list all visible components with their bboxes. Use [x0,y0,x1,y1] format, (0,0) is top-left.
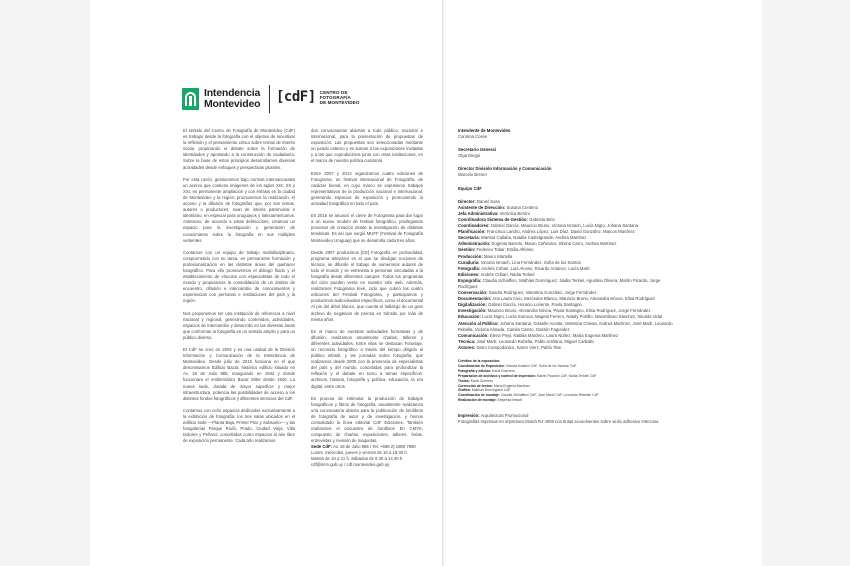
credit-role: Jefa Administrativa: [458,210,499,216]
exhibit-credits [458,359,680,403]
intendencia-logo-text [204,88,260,110]
credit-role: Coordinación de Exposición: [458,363,505,368]
intro-column-2 [311,128,423,450]
logo-divider [269,85,270,113]
exhibit-title: Créditos de la exposición: [458,359,501,363]
paragraph: Nos proponemos ser una institución de referencia a nivel nacional y regional, generando contenidos, actividades, espacios de intercambio y desarrollo en las diversas áreas que conforman la fotografía en un sentido amplio y para un público diverso. [183,310,295,340]
credits-column [458,128,680,425]
credit-names: Martín Picardo/ CdF, Nadia Terkiel/ CdF [536,373,597,378]
credit-names: Andrés Cribari, Nadia Terkiel [480,271,535,277]
credit-row [458,345,680,351]
credit-names: Martina Callaba, Natalia Castelgrande, Andrea Martínez [481,235,587,241]
official-name: Olga Diegui [458,153,481,159]
paragraph: Entre 2007 y 2013 organizamos cuatro ediciones de Fotograma, un festival internacional de Fotografía, de carácter bienal, en cuyo marco se expusieron trabajos representativos de la producción nacional e internacional, generando espacios de exposición y promoviendo la actividad fotográfica en todo el país. [311,170,423,207]
credit-role: Administración: [458,241,491,247]
credit-names: Lucía Nigro, Lucía Surroca, Magela Ferrero, Nataly Portillo, Maximiliano Sánchez, Nicolás Vidal [482,314,663,320]
credit-role: Técnica: [458,338,476,344]
team-title: Equipo CdF [458,185,482,191]
credit-role: Educación: [458,314,481,320]
cdf-line1: CENTRO DE [319,89,348,95]
intendencia-line1: Intendencia [204,87,261,99]
cdf-mark: [cdF] [276,89,316,105]
credit-names: Sandra Rodríguez, Valentina González, Jorge Fernández [488,290,597,296]
credit-names: Mathías Domínguez/ CdF [471,388,511,393]
credit-role: Ediciones: [458,271,480,277]
credit-row [458,398,680,403]
credit-role: Asistente de Dirección: [458,204,506,210]
official-entry [458,128,680,140]
print-note: Fotografías impresas en impresora Mutoh RJ 4008 con tintas ecosolventes sobre vinilo adhesivo Intercoat. [458,419,660,425]
credit-role: Digitalización: [458,302,487,308]
credit-names: Gabriela Belo [529,216,555,222]
credit-role: Gráfica: [458,388,471,393]
credit-role: Investigación: [458,308,487,314]
credit-names: Elena Pinyi, Natalia Mardero, Laura Núñez, María Eugenia Martínez [489,332,619,338]
intendencia-line2: Montevideo [204,98,261,110]
credit-role: Secretaría: [458,235,480,241]
contact-hours-1: Lunes, miércoles, jueves y viernes de 10 a 19.30 h. [311,450,408,456]
credit-names: Federico Tobar, Emilia Alfonso [476,247,534,253]
official-name: Marcelo Brener [458,172,488,178]
credit-role: Fotografía: [458,265,481,271]
paragraph: Contamos con un equipo de trabajo multidisciplinario, comprometido con su tarea, en permanente formación y profesionalización en las distintas áreas del quehacer fotográfico. Para ello promovemos el diálogo fluido y el establecimiento de vínculos con especialistas de todo el mundo y propiciamos la consolidación de un ámbito de encuentro, difusión e intercambio de conocimientos y experiencias con personas e instituciones del país y la región. [183,249,295,304]
credit-names: Karla Guerrero [492,368,515,373]
contact-block [311,444,423,468]
intendencia-emblem-icon [182,88,199,110]
credit-role: Director: [458,198,476,204]
official-role: Director División Información y Comunicación [458,166,552,172]
credit-role: Curaduría: [458,259,480,265]
credit-role: Conservación: [458,290,488,296]
credit-names: Empresa Infacel [497,398,523,403]
credit-names: José Martí, Leonardo Rebella, Pablo Arellana, Miguel Carballo [476,338,594,344]
credit-role: Coordinación de montaje: [458,393,500,398]
credit-names: Darío Campodónico, Karen Vierz, Pablo Tate [476,344,562,350]
credit-role: Actores: [458,344,476,350]
credit-role: Comunicación: [458,332,489,338]
credit-names: Francisco Landro, Andrea López, Luis Díaz, David González, Marcos Martínez [486,229,635,235]
credit-row [458,278,680,290]
credit-role: Gestión: [458,247,476,253]
paragraph: El CdF se creó en 2002 y es una unidad de la División Información y Comunicación de la Intendencia de Montevideo. Desde julio de 2015 funciona en el que denominamos Edificio Bazar, histórico edificio situado en Av. 18 de Julio 885, inaugurado en 1932 y donde funcionara el emblemático Bazar Mitre desde 1940. La nueva sede, dotada de mayor superficie y mejor infraestructura, potencia las posibilidades de acceso a los distintos fondos fotográficos y diferentes servicios del CdF. [183,347,295,401]
credit-role: Realización de montaje: [458,398,497,403]
credit-names: Johana Santana, Gisselle Acosta, Valentina Chiesa, Andrea Martínez, José Martí, Leonardo Rebella, Victoria Almada, Camila Castro, Gastón Fagundez [458,320,673,332]
paragraph: dos convocatorias abiertas a todo público, nacional e internacional, para la presentación de propuestas de exposición. Las propuestas son seleccionadas mediante un jurado externo y se suman a las exposiciones invitadas y a las que coproducimos junto con otras instituciones, en el marco de nuestra política curatorial. [311,128,423,164]
credit-row [458,321,680,333]
official-role: Secretario General [458,147,496,153]
credit-names: Susana Centeno [506,204,539,210]
officials-list [458,128,680,179]
contact-address: Av. 18 de Julio 885 / Tel: +598 2) 1950 7960 [332,444,416,449]
paragraph: En el marco de nuestras actividades formativas y de difusión, realizamos anualmente charlas, talleres y diferentes actividades. Entre ellas se destacan Fotoviaje, un recorrido fotográfico a través del tiempo dirigido al público infantil, y las jornadas sobre fotografía, que realizamos desde 2005 con la presencia de especialistas del país y del mundo, concebidas para profundizar la reflexión y el debate en torno a temas específicos: archivos, historia, fotografía y política, educación, la era digital, entre otros. [311,328,423,389]
credit-names: María Eugenia Martínez [493,383,530,388]
credit-role: Coordinadora Sistema de Gestión: [458,216,528,222]
credit-names: Gabriel García, Mauricio Bruno, Victoria Ismach, Lucía Nigro, Johana Santana [490,223,639,229]
credit-role: Fotografía y edición: [458,368,492,373]
paragraph: En procura de estimular la producción de trabajos fotográficos y libros de fotografía, anualmente realizamos una convocatoria abierta para la publicación de fotolibros de fotografía de autor y de investigación, y hemos consolidado la línea editorial CdF Ediciones. También realizamos el encuentro de fotolibros En CMYK, compuesto de charlas, exposiciones, talleres, ferias, entrevistas y revisión de maquetas. [311,395,423,444]
credit-role: Planificación: [458,229,486,235]
official-role: Intendente de Montevideo [458,128,511,133]
credit-role: Documentación: [458,296,492,302]
credit-role: Preparación de archivos y control de impresión: [458,373,536,378]
paragraph: Contamos con ocho espacios dedicados exclusivamente a la exhibición de fotografía: los tres salas ubicados en el edificio sede —Planta Baja, Primer Piso y Subsuelo— y las fotogalerías Parque Rodó, Prado, Ciudad Vieja, Villa Dolores y Peñarol, concebidas como espacios al aire libre de exposición permanente. Cada año realizamos [183,407,295,444]
credit-names: Eugenia Barreto, Mauro Cañevaro, Silvina Carro, Andrea Martínez [491,241,617,247]
print-value: Arquitectura Promocional [480,413,529,419]
paragraph: En 2016 se anunció el cierre de Fotograma para dar lugar a un nuevo modelo de festival fotográfico, privilegiando procesos de creación desde la investigación de distintas temáticas. Es así que surgió MUFF (Festival de Fotografía Montevideo Uruguay) que se desarrolla cada tres años. [311,213,423,243]
credit-role: Corrección de textos: [458,383,493,388]
paragraph: El sentido del Centro de Fotografía de Montevideo (CdF) es trabajar desde la fotografía con el objetivo de incentivar la reflexión y el pensamiento crítico sobre temas de interés social, propiciando el debate sobre la formación de identidades y aportando a la construcción de ciudadanía. Sobre la base de estos principios desarrollamos diversas actividades desde enfoques y perspectivas plurales. [183,128,295,170]
contact-label: Sede CdF: [311,444,333,449]
official-name: Carolina Cosse [458,134,488,140]
official-entry [458,166,680,178]
exhibit-list [458,364,680,403]
credit-names: Mauro Martella [483,253,513,259]
cdf-line3: DE MONTEVIDEO [319,99,360,105]
credit-role: Expografía: [458,277,482,283]
paragraph: Por esta razón, gestionamos bajo normas internacionales un acervo que contiene imágenes de los siglos XIX, XX y XXI, en permanente ampliación y con énfasis en la ciudad de Montevideo y la región; promovemos la realización, el acceso y la difusión de fotografías que, por sus temas, autores o productores, sean de interés patrimonial e identitario, en especial para uruguayos y latinoamericanos. Asimismo, de acuerdo a estas definiciones, creamos un espacio para la investigación y generación de conocimiento sobre la fotografía en sus múltiples vertientes. [183,176,295,243]
credit-names: Claudia Schiaffino, Mathías Domínguez, Nadia Terkiel, Agustina Olivera, Martín Picardo, Jorge Rodríguez [458,277,661,289]
credit-role: Producción: [458,253,483,259]
intro-column-1 [183,128,295,450]
credit-names: Victoria Ismach/ CdF, Sofía de los Santos/ CdF [505,363,577,368]
credit-names: Mauricio Bruno, Alexandra Nóvoa, Paola Santagno, Elisa Rodríguez, Jorge Fernández [487,308,651,314]
credit-names: Claudia Schiaffino/ CdF, José Martí/ CdF, Leonardo Rebella/ CdF [500,393,599,398]
credit-names: Karla Guerrero [470,378,494,383]
print-label: Impresión: [458,413,480,419]
cdf-logo [276,89,360,105]
contact-web[interactable]: cdf@imm.gub.uy / cdf.montevideo.gub.uy [311,462,390,468]
credit-role: Coordinadores: [458,223,490,229]
credit-names: Gabriel García, Horacio Loriente, Paola Santagno [488,302,582,308]
credit-names: Verónica Berrini [499,210,530,216]
credit-role: Atención al Público: [458,320,499,326]
credit-names: Victoria Ismach, Lina Fernández, Sofía de los Santos [480,259,581,265]
team-list [458,199,680,351]
paragraph: Desde 2007 producimos [CE] Fotografía en profundidad, programa televisivo en el que se divulgan nociones de técnica, se difunde el trabajo de numerosos autores de todo el mundo y se entrevista a personas vinculadas a la fotografía desde diferentes campos. Todos los programas del ciclo pueden verse en nuestro sitio web. Además, realizamos Fotograma tevé, ciclo que cubrió las cuatro ediciones del Festival Fotograma, y participamos y producimos audiovisuales específicos, como el documental Al pie del árbol blanco, que cuenta el hallazgo de un gran archivo de negativos de prensa en tránsito por más de treinta años. [311,249,423,322]
credit-names: Andrés Cribari, Luis Alonso, Ricardo Antúnez, Lucía Martí [481,265,590,271]
credit-names: Ana Laura Cirio, Mercedes Blanco, Mauricio Bruno, Alexandra Nóvoa, Elisa Rodríguez [492,296,656,302]
intendencia-logo [182,88,260,110]
official-entry [458,147,680,159]
credit-role: Textos: [458,378,470,383]
cdf-logo-text [320,90,360,105]
contact-hours-2: Martes de 10 a 21 h. Sábados de 9.30 a 14.30 h. [311,456,404,462]
credit-names: Daniel Sosa [476,198,500,204]
cdf-line2: FOTOGRAFÍA [319,94,351,100]
print-info [458,413,680,425]
